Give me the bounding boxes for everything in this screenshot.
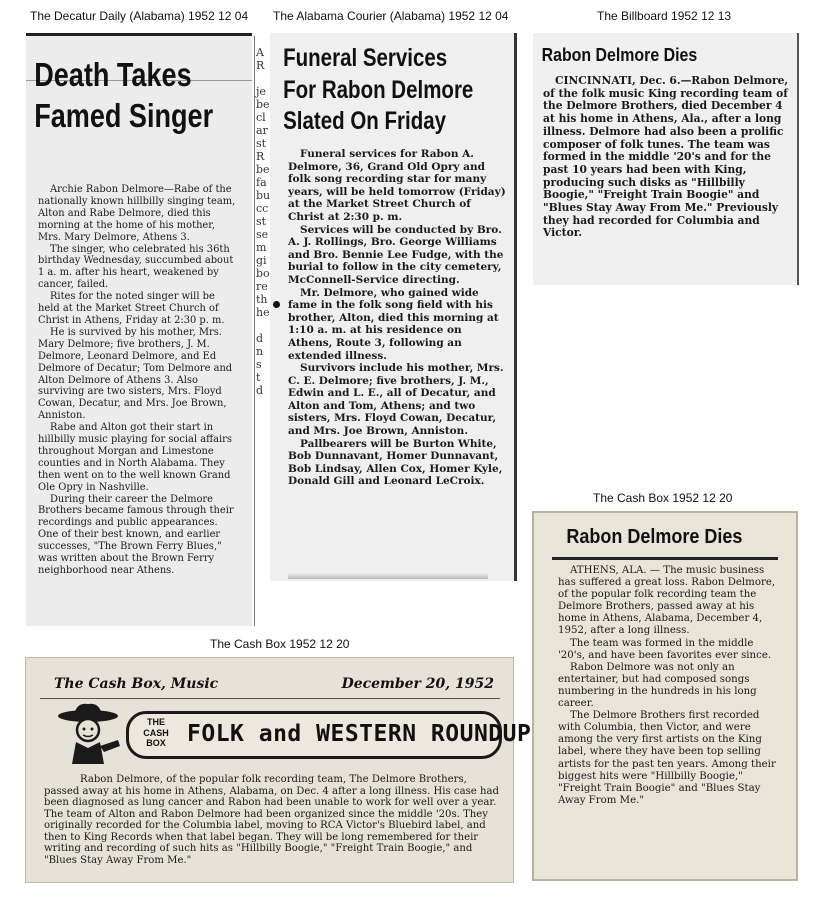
- paragraph: Pallbearers will be Burton White, Bob Dunnavant, Homer Dunnavant, Bob Lindsay, Allen Cox, Homer Kyle, Donald Gill and Leonard LeCroix.: [288, 437, 503, 488]
- clipping-billboard: [533, 33, 799, 285]
- clipping-decatur-daily: [26, 33, 271, 626]
- paragraph: Mr. Delmore, who gained wide fame in the folk song field with his brother, Alton, died this morning at 1:10 a. m. at his residence on Athens, Route 3, following an extended illness.: [288, 286, 499, 362]
- paragraph: Archie Rabon Delmore—Rabe of the nationally known hillbilly singing team, Alton and Rabe Delmore, died this morning at the home of his mother, Mrs. Mary Delmore, Athens 3.: [38, 184, 236, 243]
- caption-cashbox-bottom: The Cash Box 1952 12 20: [210, 637, 350, 651]
- column-divider: [254, 36, 255, 626]
- headline: [26, 36, 247, 133]
- caption-cashbox-right: The Cash Box 1952 12 20: [593, 491, 733, 505]
- paragraph: He is survived by his mother, Mrs. Mary Delmore; five brothers, J. M. Delmore, Leonard Delmore, and Ed Delmore of Decatur; Tom Delmore and Alton Delmore of Athens 3. Also surviving are two sisters, Mrs. Floyd Cowan, Decatur, and Mrs. Joe Brown, Anniston.: [38, 326, 233, 422]
- paragraph: Rabon Delmore was not only an entertainer, but had composed songs numbering in the hundreds in his long career.: [558, 661, 757, 710]
- masthead-rule: [40, 698, 500, 699]
- headline: Rabon Delmore Dies: [566, 526, 743, 548]
- article-body: [44, 774, 500, 866]
- cowboy-icon: [54, 702, 124, 764]
- paragraph: Funeral services for Rabon A. Delmore, 36, Grand Old Opry and folk song recording star for many years, will be held tomorrow (Friday) at the Market Street Church of Christ at 2:30 p. m.: [288, 148, 506, 223]
- paragraph: Survivors include his mother, Mrs. C. E. Delmore; five brothers, J. M., Edwin and L. E., all of Decatur, and Alton and Tom, Athens; and two sisters, Mrs. Floyd Cowan, Decatur, and Mrs. Joe Brown, Anniston.: [288, 362, 504, 438]
- cut-edge: [288, 573, 488, 579]
- headline-rule: [552, 557, 778, 560]
- banner-publication: THE CASH BOX: [143, 717, 169, 748]
- article-body: [543, 75, 789, 240]
- caption-billboard: The Billboard 1952 12 13: [597, 9, 732, 23]
- caption-alabama-courier: The Alabama Courier (Alabama) 1952 12 04: [273, 9, 509, 23]
- paragraph: The team was formed in the middle '20's, and have been favorites ever since.: [558, 637, 772, 661]
- paragraph: ATHENS, ALA. — The music business has suffered a great loss. Rabon Delmore, of the popular folk recording team the Delmore Brothers, passed away at his home in Athens, Alabama, December 4, 1952, after a long illness.: [558, 565, 776, 637]
- article-body: [558, 565, 782, 807]
- paragraph: Rites for the noted singer will be held at the Market Street Church of Christ in Athens, Friday at 2:30 p. m.: [38, 291, 225, 326]
- paragraph: The singer, who celebrated his 36th birthday Wednesday, succumbed about 1 a. m. after his heart, weakened by cancer, failed.: [38, 243, 234, 291]
- paragraph: Services will be conducted by Bro. A. J. Rollings, Bro. George Williams and Bro. Bennie Lee Fudge, with the burial to follow in the city cemetery, McConnell-Service directing.: [288, 223, 504, 286]
- adjacent-column-fragment: A R je be cl ar st R be fa bu cc st se m gi bo re th he d n s t d: [256, 46, 271, 397]
- paragraph: Rabon Delmore, of the popular folk recording team, The Delmore Brothers, passed away at his home in Athens, Alabama, on Dec. 4 after a long illness. His case had been diagnosed as lung cancer and Rabon had been unable to work for well over a year. The team of Alton and Rabon Delmore had been organized since the middle '20s. They originally recorded for the Columbia label, moving to RCA Victor's Bluebird label, and then to King Records when that label began. They will be long remembered for their writing and recording of such hits as "Hillbilly Boogie," "Freight Train Boogie," and "Blues Stay Away From Me.": [44, 774, 499, 866]
- caption-decatur-daily: The Decatur Daily (Alabama) 1952 12 04: [30, 9, 249, 23]
- headline-line-2: Famed Singer: [34, 96, 214, 134]
- roundup-banner: [126, 711, 532, 759]
- headline-line-2: For Rabon Delmore: [283, 75, 474, 104]
- paragraph: The Delmore Brothers first recorded with Columbia, then Victor, and were among the very first artists on the King label, where they have been top selling artists for the past ten years. Among their biggest hits were "Hillbilly Boogie," "Freight Train Boogie" and "Blues Stay Away From Me.": [558, 710, 776, 806]
- paragraph: CINCINNATI, Dec. 6.—Rabon Delmore, of the folk music King recording team of the Delmore Brothers, died December 4 at his home in Athens, Ala., after a long illness. Delmore had also been a prolific composer of folk tunes. The team was formed in the middle '20's and for the past 10 years had been with King, producing such disks as "Hillbilly Boogie," "Freight Train Boogie" and "Blues Stay Away From Me." Previously they had recorded for Columbia and Victor.: [543, 74, 789, 240]
- headline-line-1: Death Takes: [34, 56, 192, 93]
- article-body: [38, 184, 238, 577]
- ink-spot: [273, 301, 280, 308]
- headline: Rabon Delmore Dies: [541, 44, 698, 65]
- banner-title: FOLK and WESTERN ROUNDUP: [187, 721, 532, 747]
- clipping-cashbox-bottom: [25, 657, 532, 883]
- headline-line-1: Funeral Services: [283, 44, 448, 72]
- paragraph: Rabe and Alton got their start in hillbilly music playing for social affairs throughout Morgan and Limestone counties and in North Alabama. They then went on to the well known Grand Ole Opry in Nashville.: [38, 422, 232, 493]
- masthead-date: December 20, 1952: [341, 676, 494, 692]
- paragraph: During their career the Delmore Brothers became famous through their recordings and public appearances. One of their best known, and earlier successes, "The Brown Ferry Blues," was written about the Brown Ferry neighborhood near Athens.: [38, 493, 234, 576]
- clipping-cashbox-right: [532, 511, 798, 881]
- article-body: [288, 148, 506, 488]
- headline-line-3: Slated On Friday: [283, 107, 447, 135]
- masthead-publication: The Cash Box, Music: [54, 676, 219, 692]
- headline: [270, 33, 521, 138]
- clipping-alabama-courier: [270, 33, 517, 581]
